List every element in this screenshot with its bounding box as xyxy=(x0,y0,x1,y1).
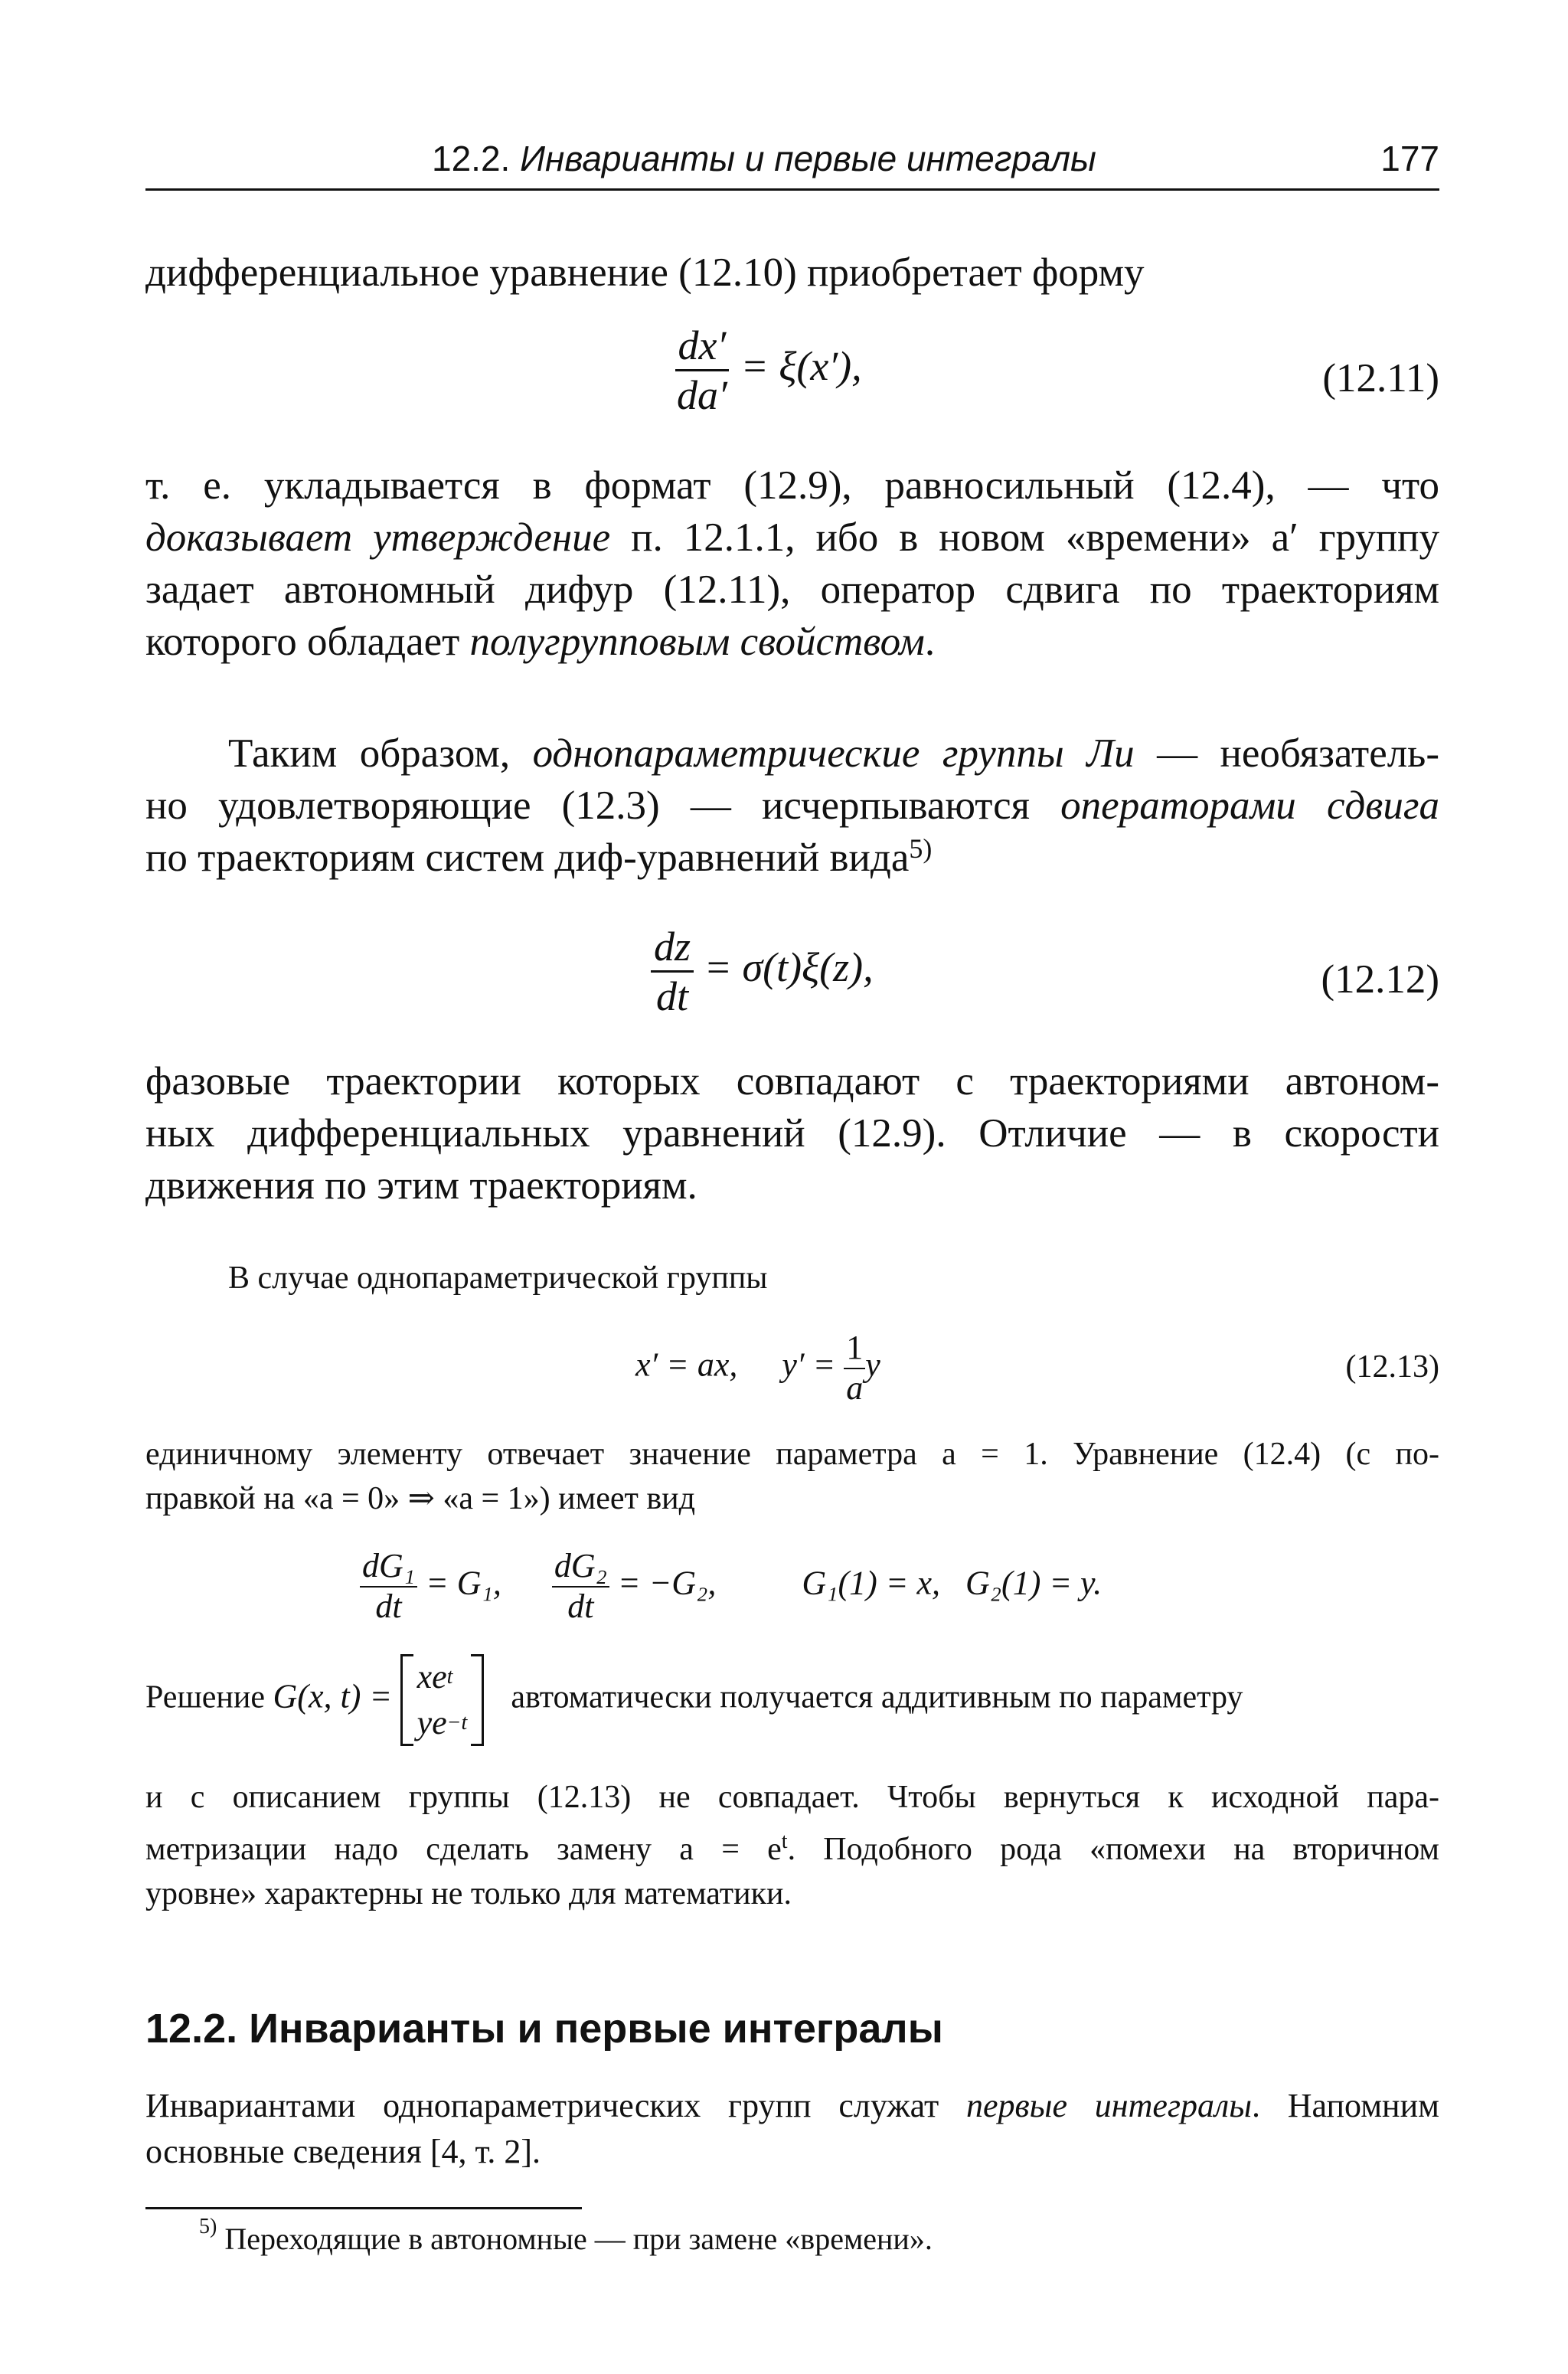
section-heading: 12.2. Инварианты и первые интегралы xyxy=(145,2006,943,2052)
small-paragraph-2-line-3: уровне» характерны не только для математики. xyxy=(145,1876,792,1911)
matrix-top-exponent: t xyxy=(446,1665,453,1689)
running-header-title xyxy=(432,138,1096,179)
emphasis-proves-statement: доказывает утверждение xyxy=(145,515,611,560)
paragraph-5-line-1-end: . Напомним xyxy=(1252,2087,1439,2124)
solution-line xyxy=(145,1654,1439,1746)
matrix-right-bracket xyxy=(471,1654,484,1746)
equation-12-13-fraction xyxy=(844,1329,865,1408)
equation-12-12-rhs: = σ(t)ξ(z), xyxy=(704,943,874,990)
equation-12-11-number: (12.11) xyxy=(1322,356,1439,401)
footnote-reference-5[interactable]: 5) xyxy=(909,833,933,864)
equation-12-11-numerator: dx′ xyxy=(675,322,730,371)
paragraph-4-line-2: ных дифференциальных уравнений (12.9). Отличие — в скорости xyxy=(145,1111,1439,1156)
equation-12-12 xyxy=(145,923,1439,1038)
paragraph-5-line-1 xyxy=(145,2083,1439,2129)
equation-12-12-number: (12.12) xyxy=(1321,957,1439,1002)
equation-12-13-y-lhs: y′ = xyxy=(782,1346,836,1384)
paragraph-3-line-2-start: но удовлетворяющие (12.3) — исчерпываются xyxy=(145,783,1061,828)
ode-g2-fraction xyxy=(552,1547,609,1626)
solution-matrix xyxy=(400,1654,485,1746)
matrix-top-base: xe xyxy=(416,1658,447,1695)
paragraph-3-line-1-start: Таким образом, xyxy=(228,731,533,776)
ode-g2-numerator: dG₂ xyxy=(552,1547,609,1588)
paragraph-3-line-3 xyxy=(145,832,1439,884)
equation-12-13-y-rhs: y xyxy=(865,1346,880,1384)
equation-12-13-numerator: 1 xyxy=(844,1329,865,1369)
small-paragraph-1-line-2: правкой на «a = 0» ⇒ «a = 1») имеет вид xyxy=(145,1481,696,1516)
equation-12-12-fraction xyxy=(651,923,694,1020)
emphasis-lie-groups: однопараметрические группы Ли xyxy=(532,731,1135,776)
ode-g1-fraction xyxy=(360,1547,417,1626)
paragraph-3-line-3-text: по траекториям систем диф-уравнений вида xyxy=(145,835,910,880)
running-header-section-title: Инварианты и первые интегралы xyxy=(520,139,1096,178)
equation-12-12-numerator: dz xyxy=(651,923,694,973)
paragraph-2-line-1: т. е. укладывается в формат (12.9), равносильный (12.4), — что xyxy=(145,463,1439,508)
emphasis-semigroup-property: полугрупповым свойством xyxy=(469,620,925,664)
page-number: 177 xyxy=(1380,139,1439,178)
paragraph-5 xyxy=(145,2083,1439,2175)
paragraph-2-line-2 xyxy=(145,512,1439,564)
footnote-5 xyxy=(199,2215,933,2257)
small-paragraph-2-line-2 xyxy=(145,1820,1439,1872)
paragraph-3-line-1-end: — необязатель- xyxy=(1134,731,1439,776)
matrix-top-cell xyxy=(417,1654,468,1700)
paragraph-2-line-2-rest: п. 12.1.1, ибо в новом «времени» a′ группу xyxy=(610,515,1439,560)
equation-12-13-denominator: a xyxy=(846,1368,864,1407)
ode-g2-rhs: = −G₂, xyxy=(617,1564,717,1602)
ode-system xyxy=(145,1547,1439,1639)
paragraph-2-line-4-end: . xyxy=(924,620,936,664)
paragraph-2-line-4-start: которого обладает xyxy=(145,620,470,664)
paragraph-4-line-3: движения по этим траекториям. xyxy=(145,1163,697,1208)
running-header xyxy=(145,135,1439,191)
matrix-left-bracket xyxy=(400,1654,413,1746)
emphasis-shift-operators: операторами сдвига xyxy=(1060,783,1439,828)
footnote-divider xyxy=(145,2207,582,2209)
small-paragraph-2-line-2-start: метризации надо сделать замену a = e xyxy=(145,1832,782,1867)
equation-12-11-fraction xyxy=(674,322,730,419)
paragraph-2-line-4 xyxy=(145,616,1439,668)
paragraph-2-line-3: задает автономный дифур (12.11), оператор сдвига по траекториям xyxy=(145,567,1439,612)
running-header-section-number: 12.2. xyxy=(432,139,511,178)
matrix-bottom-exponent: −t xyxy=(446,1711,468,1735)
small-paragraph-1 xyxy=(145,1432,1439,1521)
matrix-bottom-base: ye xyxy=(416,1704,447,1741)
paragraph-1 xyxy=(145,247,1439,299)
footnote-5-text: Переходящие в автономные — при замене «времени». xyxy=(224,2222,933,2256)
equation-12-11-rhs: = ξ(x′), xyxy=(740,342,862,389)
small-paragraph-2-line-1: и с описанием группы (12.13) не совпадает. Чтобы вернуться к исходной пара- xyxy=(145,1780,1439,1815)
ode-initial-conditions: G₁(1) = x, G₂(1) = y. xyxy=(802,1564,1102,1602)
equation-12-11 xyxy=(145,322,1439,437)
solution-rest: автоматически получается аддитивным по параметру xyxy=(511,1679,1243,1715)
small-paragraph-2 xyxy=(145,1775,1439,1916)
equation-12-13 xyxy=(145,1329,1439,1413)
equation-12-11-denominator: da′ xyxy=(677,372,727,419)
emphasis-first-integrals: первые интегралы xyxy=(966,2087,1253,2124)
substitution-exponent: t xyxy=(781,1830,788,1853)
paragraph-3-line-2 xyxy=(145,780,1439,832)
small-intro-text: В случае однопараметрической группы xyxy=(228,1261,768,1296)
matrix-bottom-cell xyxy=(417,1700,468,1746)
paragraph-5-line-2: основные сведения [4, т. 2]. xyxy=(145,2133,541,2170)
footnote-5-mark: 5) xyxy=(199,2215,217,2238)
solution-label: Решение xyxy=(145,1679,266,1715)
paragraph-4-line-1: фазовые траектории которых совпадают с траекториями автоном- xyxy=(145,1059,1439,1104)
small-paragraph-1-line-1: единичному элементу отвечает значение параметра a = 1. Уравнение (12.4) (с по- xyxy=(145,1437,1439,1472)
small-text-intro xyxy=(145,1256,1439,1300)
equation-12-12-denominator: dt xyxy=(656,973,689,1020)
ode-g1-denominator: dt xyxy=(375,1587,402,1625)
paragraph-5-line-1-start: Инвариантами однопараметрических групп служат xyxy=(145,2087,967,2124)
equation-12-13-number: (12.13) xyxy=(1345,1349,1439,1385)
small-paragraph-2-line-2-end: . Подобного рода «помехи на вторичном xyxy=(787,1832,1439,1867)
equation-12-13-x: x′ = ax, xyxy=(635,1346,738,1384)
ode-g1-numerator: dG₁ xyxy=(360,1547,417,1588)
paragraph-3-line-1 xyxy=(145,728,1439,780)
paragraph-2 xyxy=(145,459,1439,668)
paragraph-4 xyxy=(145,1055,1439,1212)
solution-lhs: G(x, t) = xyxy=(273,1677,393,1715)
ode-g2-denominator: dt xyxy=(567,1587,594,1625)
ode-g1-rhs: = G₁, xyxy=(426,1564,501,1602)
paragraph-1-text: дифференциальное уравнение (12.10) приобретает форму xyxy=(145,250,1145,295)
paragraph-3 xyxy=(145,728,1439,884)
